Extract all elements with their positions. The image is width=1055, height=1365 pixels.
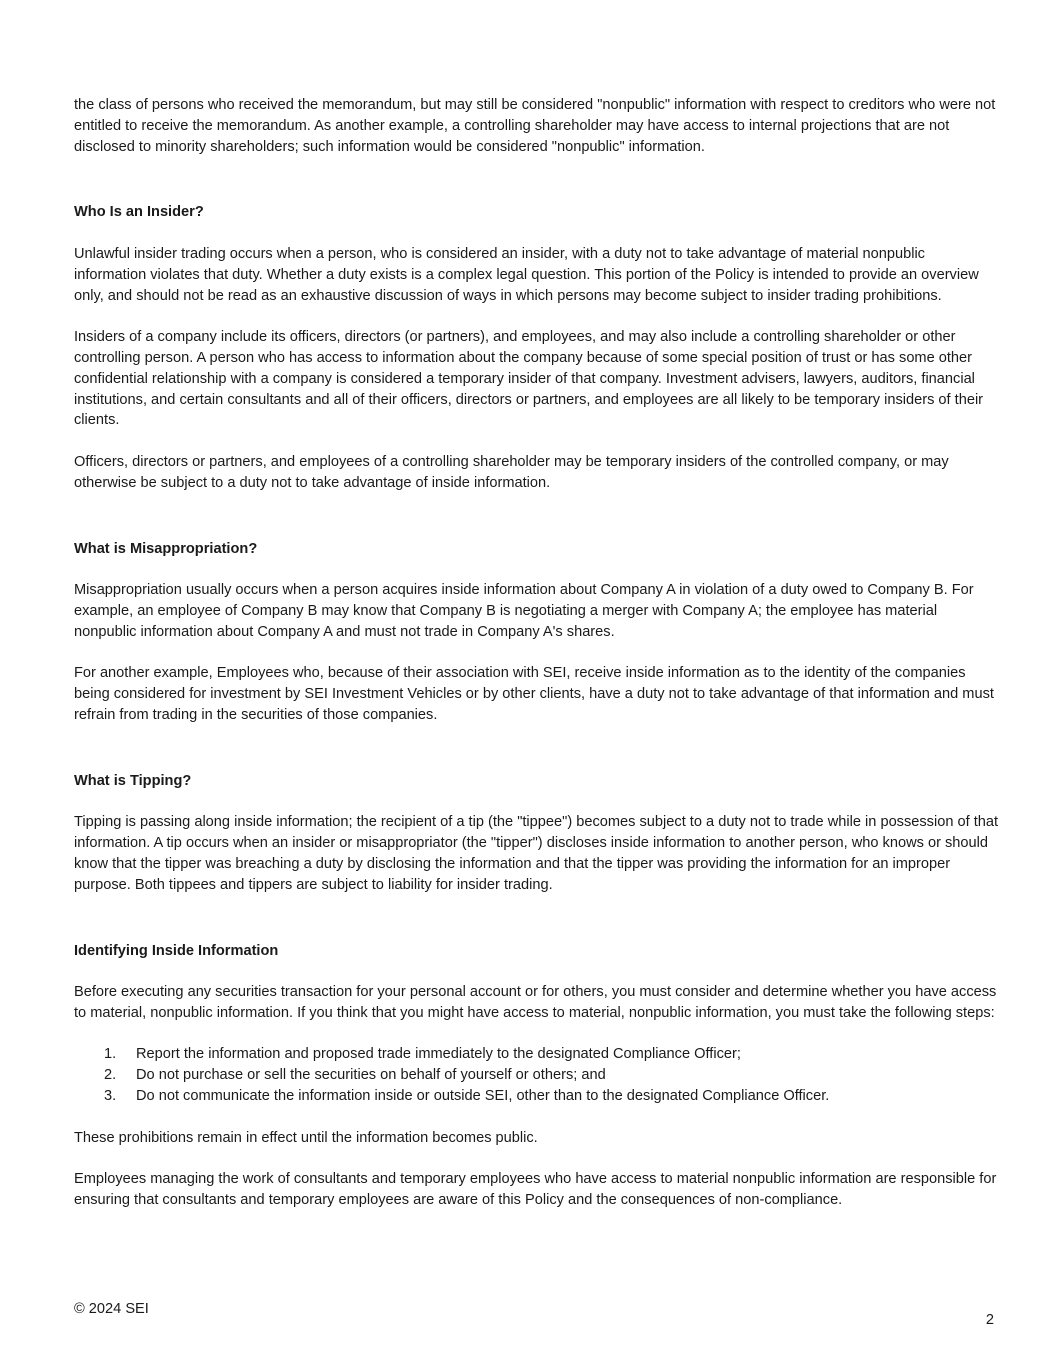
list-item-number: 3.: [104, 1088, 117, 1105]
list-item-number: 2.: [104, 1067, 117, 1084]
paragraph: Before executing any securities transaction for your personal account or for others, you must consider and determine whether you have access to material, nonpublic information. If you think that you might have access to material, nonpublic information, you must take the following steps:: [74, 984, 997, 1021]
list-item: [74, 1044, 999, 1065]
list-item: [74, 1065, 999, 1086]
paragraph: Insiders of a company include its officers, directors (or partners), and employees, and may also include a controlling shareholder or other controlling person. A person who has access to information about the company because of some special position of trust or has some other confidential relationship with a company is considered a temporary insider of that company. Investment advisers, lawyers, auditors, financial institutions, and certain consultants and all of their officers, directors or partners, and employees are all likely to be temporary insiders of their clients.: [74, 329, 984, 429]
section-heading-identifying-inside-information: Identifying Inside Information: [74, 942, 279, 959]
paragraph: Misappropriation usually occurs when a person acquires inside information about Company A in violation of a duty owed to Company B. For example, an employee of Company B may know that Company B is negotiating a merger with Company A; the employee has material nonpublic information about Company A and must not trade in Company A's shares.: [74, 582, 974, 640]
document-page: [74, 95, 999, 1211]
list-item: [74, 1086, 999, 1107]
list-item-text: Do not communicate the information inside or outside SEI, other than to the designated Compliance Officer.: [136, 1088, 830, 1105]
page-number: 2: [985, 1312, 994, 1328]
list-item-text: Report the information and proposed trade immediately to the designated Compliance Officer;: [136, 1046, 741, 1063]
footer-copyright: © 2024 SEI: [74, 1301, 149, 1317]
paragraph: Employees managing the work of consultants and temporary employees who have access to material nonpublic information are responsible for ensuring that consultants and temporary employees are aware of this Policy and the consequences of non-compliance.: [74, 1171, 997, 1209]
list-item-number: 1.: [104, 1046, 117, 1063]
section-heading-misappropriation: What is Misappropriation?: [74, 540, 258, 557]
section-heading-who-is-insider: Who Is an Insider?: [74, 204, 204, 221]
paragraph: Officers, directors or partners, and employees of a controlling shareholder may be temporary insiders of the controlled company, or may otherwise be subject to a duty not to take advantage of inside information.: [74, 453, 949, 491]
section-heading-tipping: What is Tipping?: [74, 772, 192, 789]
list-item-text: Do not purchase or sell the securities on behalf of yourself or others; and: [136, 1067, 606, 1084]
paragraph: Tipping is passing along inside information; the recipient of a tip (the "tippee") becomes subject to a duty not to trade while in possession of that information. A tip occurs when an insider or misappropriator (the "tipper") discloses inside information to another person, who knows or should know that the tipper was breaching a duty by disclosing the information and that the tipper was providing the information for an improper purpose. Both tippees and tippers are subject to liability for insider trading.: [74, 814, 999, 893]
paragraph: For another example, Employees who, because of their association with SEI, receive inside information as to the identity of the companies being considered for investment by SEI Investment Vehicles or by other clients, have a duty not to take advantage of that information and must refrain from trading in the securities of those companies.: [74, 665, 994, 723]
steps-list: [74, 1044, 999, 1106]
intro-paragraph: the class of persons who received the memorandum, but may still be considered "nonpublic" information with respect to creditors who were not entitled to receive the memorandum. As another example, a controlling shareholder may have access to internal projections that are not disclosed to minority shareholders; such information would be considered "nonpublic" information.: [74, 97, 996, 155]
paragraph: These prohibitions remain in effect until the information becomes public.: [74, 1129, 538, 1146]
paragraph: Unlawful insider trading occurs when a person, who is considered an insider, with a duty not to take advantage of material nonpublic information violates that duty. Whether a duty exists is a complex legal question. This portion of the Policy is intended to provide an overview only, and should not be read as an exhaustive discussion of ways in which persons may become subject to insider trading prohibitions.: [74, 245, 979, 304]
